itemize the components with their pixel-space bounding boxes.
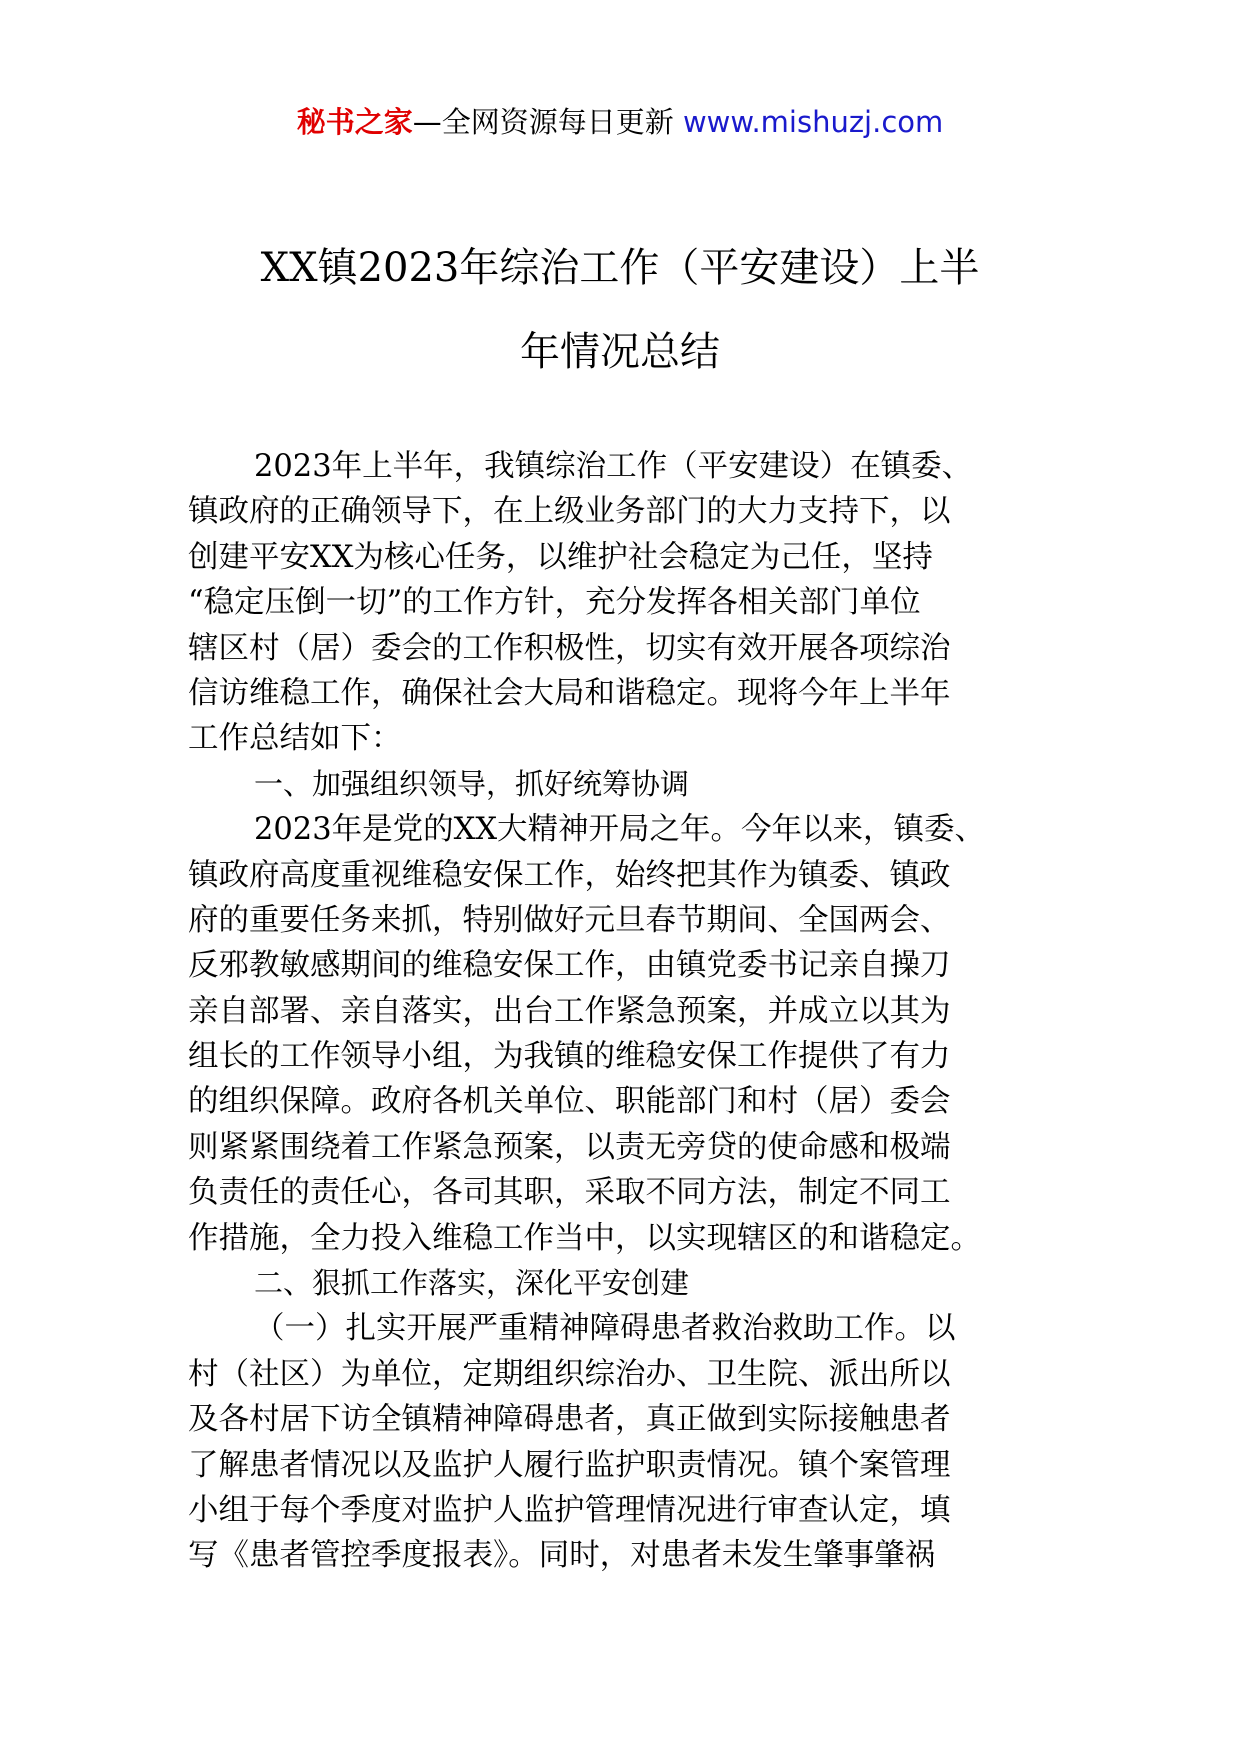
body-line: 镇政府高度重视维稳安保工作，始终把其作为镇委、镇政 (188, 857, 951, 893)
body-line: 工作总结如下： (188, 721, 402, 757)
site-banner (0, 100, 1240, 144)
document-title (150, 226, 1090, 394)
body-line: 信访维稳工作，确保社会大局和谐稳定。现将今年上半年 (188, 675, 951, 711)
body-line: 了解患者情况以及监护人履行监护职责情况。镇个案管理 (188, 1447, 951, 1483)
title-line-1: XX镇2023年综治工作（平安建设）上半 (260, 245, 980, 291)
body-line: 2023年是党的XX大精神开局之年。今年以来，镇委、 (254, 812, 986, 848)
body-line: 负责任的责任心，各司其职，采取不同方法，制定不同工 (188, 1175, 951, 1211)
body-line: 亲自部署、亲自落实，出台工作紧急预案，并成立以其为 (188, 993, 951, 1029)
body-line: 组长的工作领导小组，为我镇的维稳安保工作提供了有力 (188, 1039, 951, 1075)
site-url-link[interactable]: www.mishuzj.com (682, 105, 944, 139)
body-line: “稳定压倒一切”的工作方针，充分发挥各相关部门单位 (188, 585, 921, 621)
body-line: 及各村居下访全镇精神障碍患者，真正做到实际接触患者 (188, 1402, 951, 1438)
brand-name: 秘书之家 (296, 105, 413, 139)
document-body (188, 444, 1068, 1579)
body-line: 小组于每个季度对监护人监护管理情况进行审查认定，填 (188, 1492, 951, 1528)
body-line: 府的重要任务来抓，特别做好元旦春节期间、全国两会、 (188, 902, 951, 938)
section-heading-2: 二、狠抓工作落实，深化平安创建 (254, 1266, 690, 1301)
body-line: 的组织保障。政府各机关单位、职能部门和村（居）委会 (188, 1084, 951, 1120)
body-line: 作措施，全力投入维稳工作当中，以实现辖区的和谐稳定。 (188, 1220, 981, 1256)
body-line: 反邪教敏感期间的维稳安保工作，由镇党委书记亲自操刀 (188, 948, 951, 984)
title-line-2: 年情况总结 (520, 329, 720, 375)
body-line: （一）扎实开展严重精神障碍患者救治救助工作。以 (254, 1311, 956, 1347)
body-line: 辖区村（居）委会的工作积极性，切实有效开展各项综治 (188, 630, 951, 666)
body-line: 2023年上半年，我镇综治工作（平安建设）在镇委、 (254, 449, 973, 484)
body-line: 创建平安XX为核心任务，以维护社会稳定为己任，坚持 (188, 539, 933, 575)
banner-tagline: —全网资源每日更新 (412, 105, 683, 139)
body-line: 镇政府的正确领导下，在上级业务部门的大力支持下，以 (188, 494, 951, 530)
body-line: 则紧紧围绕着工作紧急预案，以责无旁贷的使命感和极端 (188, 1129, 951, 1165)
section-heading-1: 一、加强组织领导，抓好统筹协调 (254, 766, 690, 801)
body-line: 写《患者管控季度报表》。同时，对患者未发生肇事肇祸 (188, 1538, 936, 1574)
body-line: 村（社区）为单位，定期组织综治办、卫生院、派出所以 (188, 1356, 951, 1392)
